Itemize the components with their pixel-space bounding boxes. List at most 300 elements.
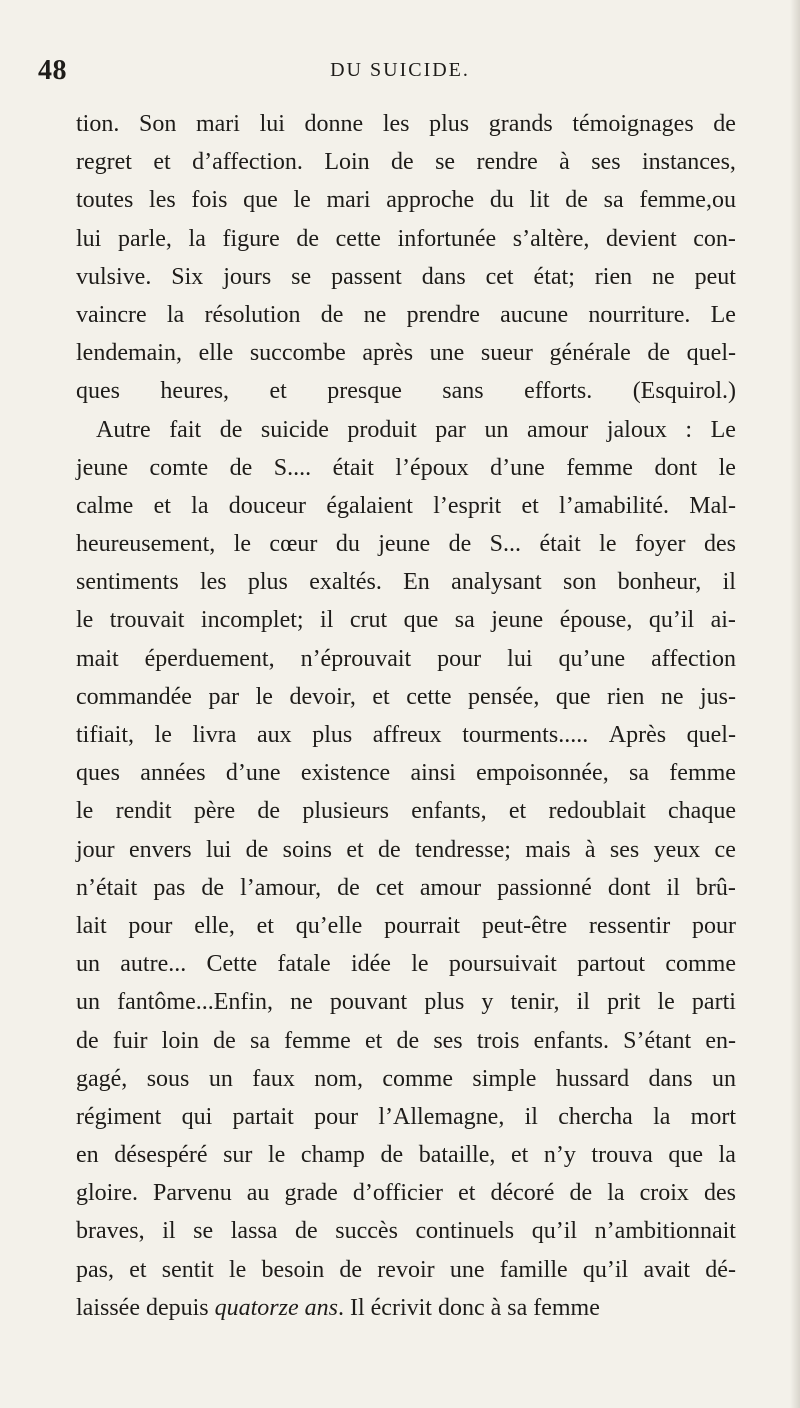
word: peut — [694, 263, 736, 290]
word: croix — [639, 1180, 689, 1207]
word: désespéré — [114, 1142, 208, 1169]
word: cet — [375, 874, 404, 901]
word: presque — [327, 378, 402, 405]
word: était — [539, 531, 581, 558]
word: enfants, — [411, 798, 487, 825]
word: et — [458, 1180, 476, 1207]
word: ainsi — [410, 760, 456, 787]
word: affreux — [372, 722, 442, 748]
text-run: . Il écrivit donc à sa femme — [337, 1294, 600, 1321]
word: comme — [665, 951, 736, 978]
text-line — [76, 754, 736, 792]
word: régiment — [76, 1103, 162, 1130]
word: gagé, — [76, 1065, 128, 1092]
text-line — [76, 1060, 736, 1098]
text-line — [76, 1212, 736, 1250]
word: et — [153, 149, 171, 176]
word: sur — [223, 1142, 253, 1169]
word: jeune — [491, 607, 544, 634]
word: la — [718, 1142, 736, 1169]
word: en — [76, 1142, 99, 1169]
running-title: DU SUICIDE. — [330, 59, 470, 81]
word: que — [403, 607, 439, 634]
word: tourments..... — [462, 722, 589, 748]
word: femme — [669, 760, 736, 787]
word: mari — [195, 111, 240, 137]
word: passionné — [497, 874, 592, 901]
word: plus — [429, 111, 470, 137]
word: exaltés. — [309, 569, 382, 596]
word: yeux — [653, 836, 701, 863]
word: le — [268, 1142, 286, 1169]
word: de — [377, 836, 401, 863]
word: et — [346, 836, 364, 863]
word: suicide — [260, 416, 329, 443]
word: qu’il — [531, 1218, 578, 1245]
text-line — [76, 869, 736, 907]
word: qu’elle — [295, 912, 363, 939]
text-line — [76, 258, 736, 296]
word: décoré — [490, 1180, 555, 1207]
word: brû- — [695, 874, 736, 901]
word: d’affection. — [192, 149, 303, 176]
word: Le — [710, 301, 736, 328]
word: plus — [312, 722, 353, 748]
text-line — [76, 716, 736, 754]
word: mait — [76, 645, 119, 672]
text-line — [76, 372, 736, 410]
word: parti — [691, 989, 736, 1016]
word: ne — [660, 683, 684, 710]
word: enfants. — [533, 1027, 609, 1054]
word: ques — [76, 378, 120, 405]
word: fois — [191, 187, 228, 214]
word: succès — [335, 1218, 398, 1245]
word: après — [362, 340, 414, 367]
word: le — [293, 187, 311, 214]
word: et — [256, 912, 274, 939]
word: cette — [406, 683, 452, 710]
word: con- — [693, 225, 736, 252]
page-number: 48 — [38, 55, 67, 86]
text-line — [76, 1136, 736, 1174]
word: S.... — [273, 454, 312, 481]
word: plusieurs — [302, 798, 389, 825]
word: quel- — [686, 722, 736, 748]
word: rendre — [476, 149, 538, 176]
word: dont — [607, 874, 651, 901]
text-line — [76, 525, 736, 563]
word: sans — [442, 378, 484, 405]
word: qu’une — [558, 645, 626, 672]
word: partout — [577, 951, 646, 978]
word: les — [149, 187, 176, 214]
word: se — [193, 1218, 214, 1245]
word: il — [666, 874, 680, 901]
word: poursuivait — [448, 951, 557, 978]
word: une — [429, 340, 465, 367]
word: jours — [223, 263, 272, 290]
word: plus — [424, 989, 465, 1016]
word: de — [219, 416, 243, 443]
word: en- — [705, 1027, 736, 1054]
word: un — [208, 1065, 233, 1092]
word: lui — [507, 645, 533, 672]
word: peut-être — [481, 912, 568, 939]
word: amour — [526, 416, 589, 443]
word: de — [569, 1180, 593, 1207]
text-line — [76, 143, 736, 181]
word: crut — [349, 607, 388, 634]
word: ressentir — [588, 912, 671, 939]
word: le — [154, 722, 172, 748]
word: dont — [654, 454, 698, 481]
word: comme — [382, 1065, 453, 1092]
word: chercha — [558, 1103, 633, 1130]
word: la — [191, 492, 209, 519]
word: devoir, — [289, 683, 356, 710]
word: lui — [205, 836, 232, 863]
word: tenir, — [510, 989, 560, 1016]
word: jour — [76, 836, 115, 863]
word: de — [339, 1256, 363, 1283]
word: pourrait — [384, 912, 461, 939]
word: infortunée — [397, 225, 497, 252]
word: l’amabilité. — [559, 492, 670, 519]
word: de — [380, 1142, 404, 1169]
word: pouvant — [329, 989, 408, 1016]
word: et — [269, 378, 287, 405]
word: prit — [607, 989, 641, 1016]
word: de — [565, 187, 588, 214]
word: grade — [284, 1180, 338, 1207]
word: Loin — [324, 149, 370, 176]
italic-text-run: quatorze ans — [214, 1294, 338, 1321]
word: sa — [454, 607, 475, 634]
word: elle, — [194, 912, 235, 939]
word: le — [76, 798, 94, 825]
word: et — [372, 683, 390, 710]
word: sa — [250, 1027, 270, 1054]
word: passent — [331, 263, 402, 290]
word: ses — [433, 1027, 463, 1054]
word: témoignages — [572, 111, 694, 137]
word: ce — [714, 836, 736, 863]
word: continuels — [415, 1218, 515, 1245]
word: Cette — [206, 951, 258, 978]
word: un — [711, 1065, 736, 1092]
word: rendit — [115, 798, 172, 825]
word: femme,ou — [639, 187, 736, 214]
word: fantôme...Enfin, — [117, 989, 274, 1016]
word: produit — [347, 416, 417, 443]
word: à — [584, 836, 596, 863]
word: n’était — [76, 874, 138, 901]
word: existence — [300, 760, 391, 787]
word: ne — [652, 263, 675, 290]
word: instances, — [641, 149, 736, 176]
word: vulsive. — [76, 263, 152, 290]
page-edge-shadow — [790, 0, 800, 1408]
word: au — [246, 1180, 270, 1207]
word: que — [555, 683, 591, 710]
word: du — [335, 531, 360, 558]
word: lait — [76, 912, 107, 939]
word: l’esprit — [433, 492, 502, 519]
word: de — [296, 225, 320, 252]
word: succombe — [249, 340, 346, 367]
word: comte — [149, 454, 209, 481]
word: ses — [591, 149, 621, 176]
word: d’une — [225, 760, 281, 787]
word: d’officier — [352, 1180, 444, 1207]
word: était — [332, 454, 374, 481]
word: que — [668, 1142, 703, 1169]
word: il — [524, 1103, 538, 1130]
word: douceur — [228, 492, 307, 519]
word: éperduement, — [144, 645, 275, 672]
word: la — [607, 1180, 625, 1207]
word: de — [245, 836, 269, 863]
word: de — [295, 1218, 318, 1245]
page-header — [28, 55, 772, 91]
text-line — [76, 487, 736, 525]
text-run: laissée depuis — [76, 1294, 215, 1321]
word: dé- — [705, 1256, 736, 1283]
word: fuir — [112, 1027, 148, 1054]
word: redoublait — [548, 798, 646, 825]
word: trois — [476, 1027, 520, 1054]
text-line — [76, 334, 736, 372]
word: n’éprouvait — [300, 645, 412, 672]
word: bonheur, — [617, 569, 702, 596]
word: pensée, — [468, 683, 540, 710]
word: état; — [533, 263, 575, 290]
word: avait — [643, 1256, 691, 1283]
word: mari — [326, 187, 371, 214]
word: la — [166, 301, 185, 328]
word: y — [481, 989, 494, 1016]
word: s’altère, — [512, 225, 590, 252]
word: le — [599, 531, 617, 558]
word: l’époux — [395, 454, 469, 481]
text-line — [76, 678, 736, 716]
word: le — [233, 531, 252, 558]
word: tendresse; — [414, 836, 511, 863]
word: il — [162, 1218, 176, 1245]
word: nourriture. — [588, 301, 691, 328]
word: autre... — [120, 951, 187, 978]
word: de — [713, 111, 736, 137]
word: de — [201, 874, 225, 901]
word: il — [320, 607, 334, 634]
word: ques — [76, 760, 120, 787]
text-line — [76, 792, 736, 830]
text-line — [76, 640, 736, 678]
text-line — [76, 1174, 736, 1212]
word: calme — [76, 492, 134, 519]
word: En — [403, 569, 430, 596]
word: mort — [690, 1103, 736, 1130]
word: cœur — [269, 531, 318, 558]
text-line — [76, 105, 736, 143]
word: n’y — [543, 1142, 576, 1169]
word: regret — [76, 149, 132, 176]
word: générale — [549, 340, 631, 367]
text-line — [76, 831, 736, 869]
word: tifiait, — [76, 722, 134, 748]
word: pour — [314, 1103, 359, 1130]
word: pour — [128, 912, 173, 939]
word: de — [257, 798, 281, 825]
word: ne — [363, 301, 387, 328]
word: amour — [419, 874, 482, 901]
word: idée — [350, 951, 391, 978]
word: heureusement, — [76, 531, 216, 558]
word: Son — [138, 111, 177, 137]
word: incomplet; — [200, 607, 304, 634]
word: nom, — [314, 1065, 363, 1092]
word: sueur — [480, 340, 533, 367]
text-line — [76, 1022, 736, 1060]
word: un — [76, 951, 100, 978]
word: figure — [222, 225, 280, 252]
word: de — [448, 531, 472, 558]
word: et — [153, 492, 171, 519]
text-line — [76, 907, 736, 945]
word: se — [435, 149, 456, 176]
word: lendemain, — [76, 340, 182, 367]
word: l’Allemagne, — [378, 1103, 505, 1130]
word: que — [243, 187, 278, 214]
word: le — [657, 989, 675, 1016]
word: vaincre — [76, 301, 147, 328]
word: la — [653, 1103, 671, 1130]
word: loin — [161, 1027, 199, 1054]
word: quel- — [686, 340, 736, 367]
word: de — [647, 340, 671, 367]
word: se — [291, 263, 312, 290]
text-line — [76, 411, 736, 449]
word: années — [140, 760, 206, 787]
word: sentit — [161, 1256, 214, 1283]
word: à — [559, 149, 570, 176]
word: ne — [290, 989, 313, 1016]
word: sentiments — [76, 569, 179, 596]
word: il — [722, 569, 736, 596]
word: Le — [710, 416, 736, 443]
word: parle, — [117, 225, 172, 252]
word: de — [396, 1027, 420, 1054]
word: jus- — [700, 683, 736, 710]
word: et — [508, 798, 527, 825]
word: famille — [499, 1256, 568, 1283]
word: père — [193, 798, 236, 825]
word: tion. — [76, 111, 120, 137]
word: aucune — [500, 301, 569, 328]
text-line — [76, 945, 736, 983]
word: son — [562, 569, 597, 596]
word: besoin — [261, 1256, 325, 1283]
word: Mal- — [689, 492, 736, 519]
word: qui — [181, 1103, 213, 1130]
word: sous — [146, 1065, 190, 1092]
word: pour — [691, 912, 736, 939]
word: un — [76, 989, 100, 1016]
word: Six — [171, 263, 204, 290]
word: pour — [437, 645, 482, 672]
word: cette — [335, 225, 381, 252]
word: commandée — [76, 683, 192, 710]
word: par — [435, 416, 466, 443]
word: de — [391, 149, 414, 176]
word: et — [129, 1256, 147, 1283]
word: empoisonnée, — [476, 760, 609, 787]
word: mais — [525, 836, 571, 863]
word: fatale — [277, 951, 331, 978]
word: revoir — [377, 1256, 435, 1283]
word: efforts. — [524, 378, 593, 405]
word: analysant — [451, 569, 542, 596]
word: trouvait — [109, 607, 185, 634]
word: femme — [566, 454, 633, 481]
word: champ — [300, 1142, 365, 1169]
text-line — [76, 296, 736, 334]
word: du — [489, 187, 514, 214]
word: il — [576, 989, 590, 1016]
word: jaloux — [606, 416, 667, 443]
word: le — [718, 454, 736, 481]
word: égalaient — [326, 492, 413, 519]
word: le — [255, 683, 273, 710]
word: elle — [198, 340, 234, 367]
word: lassa — [230, 1218, 278, 1245]
body-text — [76, 105, 736, 1327]
word: la — [188, 225, 206, 252]
word: le — [228, 1256, 247, 1283]
word: les — [199, 569, 227, 596]
word: n’ambitionnait — [594, 1218, 736, 1245]
word: de — [320, 301, 344, 328]
word: : — [685, 416, 693, 443]
word: fait — [169, 416, 202, 443]
word: envers — [129, 836, 192, 863]
word: faux — [252, 1065, 295, 1092]
word: affection — [651, 645, 736, 672]
word: donne — [304, 111, 364, 137]
word: lit — [529, 187, 550, 214]
word: jeune — [378, 531, 431, 558]
word: femme — [284, 1027, 351, 1054]
word: des — [703, 1180, 736, 1207]
word: grands — [488, 111, 553, 137]
word: de — [229, 454, 253, 481]
word: jeune — [76, 454, 128, 481]
word: Autre — [96, 416, 151, 443]
text-line — [76, 1289, 736, 1327]
word: devient — [606, 225, 677, 252]
word: un — [484, 416, 509, 443]
text-line — [76, 1098, 736, 1136]
word: prendre — [406, 301, 480, 328]
word: et — [521, 492, 539, 519]
word: dans — [648, 1065, 693, 1092]
word: simple — [472, 1065, 537, 1092]
word: braves, — [76, 1218, 145, 1245]
word: lui — [76, 225, 102, 252]
word: rien — [607, 683, 645, 710]
word: S’étant — [623, 1027, 692, 1054]
